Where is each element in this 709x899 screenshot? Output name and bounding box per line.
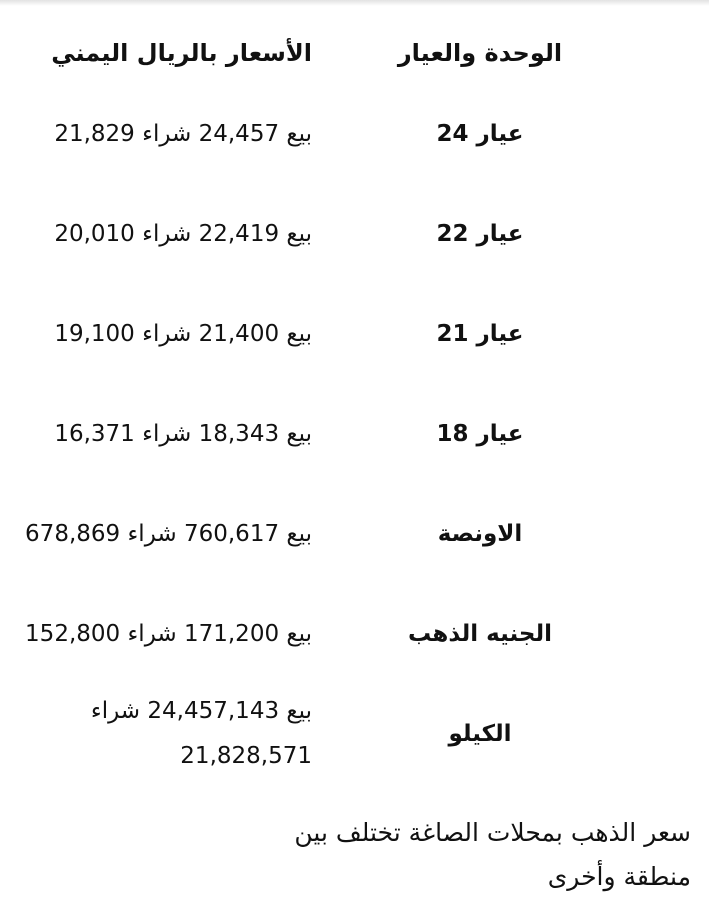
table-row [20,84,620,184]
unit-cell: الكيلو [448,721,512,747]
table-row [20,584,620,684]
price-cell: بيع 760,617 شراء 678,869 [25,520,312,547]
unit-cell: الاونصة [437,521,523,547]
table-header-row [20,22,620,84]
unit-cell: الجنيه الذهب [408,621,552,647]
price-cell: بيع 22,419 شراء 20,010 [54,220,312,247]
unit-cell: عيار 21 [436,321,524,347]
price-column-header: الأسعار بالريال اليمني [51,39,312,67]
price-cell: بيع 171,200 شراء 152,800 [25,620,312,647]
price-cell: بيع 24,457,143 شراء 21,828,571 [90,698,312,769]
price-variation-note: سعر الذهب بمحلات الصاغة تختلف بين منطقة وأخرى [294,818,691,891]
price-cell: بيع 21,400 شراء 19,100 [54,320,312,347]
price-cell: بيع 24,457 شراء 21,829 [54,120,312,147]
unit-cell: عيار 24 [436,121,524,147]
price-cell: بيع 18,343 شراء 16,371 [54,420,312,447]
unit-cell: عيار 22 [436,221,524,247]
table-row [20,384,620,484]
table-row [20,484,620,584]
table-row [20,684,620,784]
gold-price-table [20,22,620,784]
table-row [20,284,620,384]
unit-column-header: الوحدة والعيار [397,39,563,67]
top-divider [0,0,709,6]
table-row [20,184,620,284]
unit-cell: عيار 18 [436,421,524,447]
